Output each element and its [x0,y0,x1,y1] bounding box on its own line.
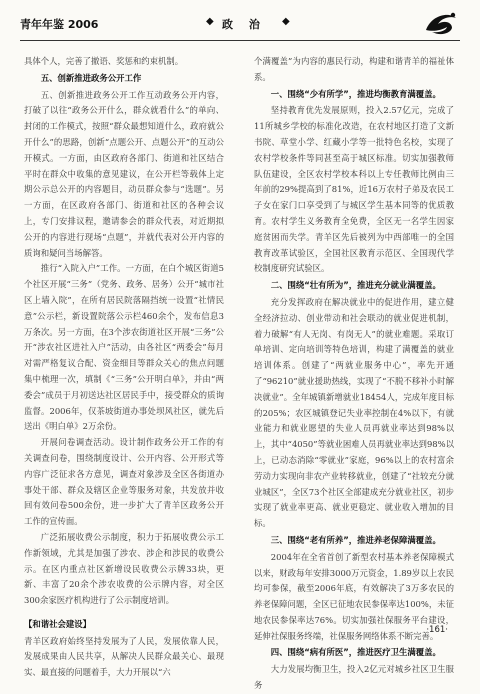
section-heading: 五、创新推进政务公开工作 [40,72,142,83]
paragraph: 广泛拓展收费公示制度，积力于拓展收费公示工作新领域，尤其是加强了涉农、涉企和涉民的收费公示。在区内重点社区新增设民收费公示牌33块，更新、丰富了20余个涉农收费的公示牌内容，对全区300余家医疗机构进行了公示制度培训。 [24,531,224,606]
section-heading: 三、围绕“老有所养”，推进养老保障满覆盖。 [270,534,441,545]
page-number: ·161· [426,625,448,635]
section-heading: 【和谐社会建设】 [24,618,91,629]
section-heading: 四、围绕“病有所医”，推进医疗卫生满覆盖。 [270,647,441,658]
section-heading: 二、围绕“壮有所为”，推进充分就业满覆盖。 [270,280,441,291]
diamond-icon: ◆ [206,16,214,27]
swirl-logo-icon [422,8,460,38]
paragraph: 个满覆盖”为内容的惠民行动，构建和谐青羊的福祉体系。 [254,56,454,82]
paragraph: 青羊区政府始终坚持发展为了人民，发展依靠人民，发展成果由人民共享，从解决人民群众最关心、最现实、最直接的问题着手，大力开展以“六 [24,635,224,678]
book-title: 青年年鉴 2006 [20,18,99,31]
section-heading: 一、围绕“少有所学”，推进均衡教育满覆盖。 [270,88,441,99]
right-column [254,54,454,694]
paragraph: 充分发挥政府在解决就业中的促进作用，建立健全经济拉动、创业带动和社会联动的就业促进机制，着力破解“有人无岗、有岗无人”的就业难题。采取订单培训、定向培训等特色培训，构建了满覆盖的就业培训体系。创建了“两就业服务中心”，率先开通了“96210”就业援助热线，实现了“不脱不移补小时解决就业”。全年城镇新增就业18454人，完成年度目标的205%；农区城镇登记失业率控制在4%以下，有就业能力和就业愿望的失业人员再就业率达到98%以上，其中“4050”等就业困难人员再就业率达到98%以上，已动态消除“零就业”家庭，96%以上的农村富余劳动力实现向非农产业转移就业，创建了“社较充分就业城区”，全区73个社区全部建成充分就业社区，初步实现了就业率更高、就业更稳定、就业收入增加的目标。 [254,296,454,529]
paragraph: 具体个人，完善了撤语、奖惩和约束机制。 [24,56,184,66]
paragraph: 推行“入院入户”工作。一方面，在白个城区街道5个社区开展“三务”（党务、政务、居务）公开“城市社区上墙入院”，在所有居民院落隔挡统一设置“社情民意”公示栏，新设置院落公示栏460余个，发布信息3万条次。另一方面，在3个涉农街道社区开展“三务”公开“涉农社区进社入户”活动，由各社区“两委会”每月对需严格复议合配、资金细目等群众关心的焦点问题集中梳理一次，填制《“三务”公开明白单》，并由“两委会”成员于月初送达社区居民手中，接受群众的质询监督。2006年，仅茶坡街道办事处坝风社区，就先后送出《明白单》2万余份。 [24,263,224,432]
paragraph: 开展问卷调查活动。设计制作政务公开工作的有关调查问卷，围绕制度设计、公开内容、公开形式等内容广泛征求各方意见，调查对象涉及全区各街道办事处干部、群众及辖区企业等服务对象，共发放并收回有效问卷500余份，进一步扩大了青羊区政务公开工作的宣传面。 [24,437,224,527]
left-column [24,54,224,681]
running-header [20,12,460,36]
paragraph: 2004年在全省首创了新型农村基本养老保障模式以来，财政每年安排3000万元资金，1.89岁以上农民均可参保，截至2006年底，有效解决了3万多农民的养老保障问题，全区已征地农民参保率达100%，未征地农民参保率达76%。切实加强社保服务平台建设，延伸社保服务终端，社保服务网络体系不断完善。 [254,551,454,641]
section-title: 政 治 [222,18,266,31]
paragraph: 五、创新推进政务公开工作互动政务公开内容，打破了以往“政务公开什么，群众就看什么”的单向、封闭的工作模式，按照“群众最想知道什么，政府就公开什么”的思路，创新“点题公开、点题公开”的互动公开模式。一方面，由区政府各部门、街道和社区结合平时在群众中收集的意见建议，在公开栏等载体上定期公示总公开的内容题目，动员群众参与“选题”。另一方面，在区政府各部门、街道和社区的各种会议上，专门安排议程，邀请参会的群众代表，对近期拟公开的内容进行现场“点题”，并就代表对公开内容的质询和疑问当场解答。 [24,89,224,258]
paragraph: 大力发展均衡卫生，投入2亿元对城乡社区卫生服务 [254,664,454,691]
paragraph: 坚持教育优先发展原则，投入2.57亿元，完成了11所城乡学校的标准化改造，在农村地区打造了文新书院、草堂小学、红藏小学等一批特色名校，实现了农村学校条件等同甚至高于城区标准。切实加强教师队伍建设，全区农村学校本科以上专任教师比例由三年前的29%提高到了81%，近16万农村子弟及农民工子女在家门口享受到了与城区学生基本同等的优质教育。农村学生义务教育全免费，全区无一名学生因家庭贫困而失学。青羊区先后被列为中西部唯一的全国教育改革试验区，全国社区教育示范区、全国现代学校制度研究试验区。 [254,105,454,274]
diamond-icon: ◆ [282,16,290,27]
header-rule [20,40,460,41]
